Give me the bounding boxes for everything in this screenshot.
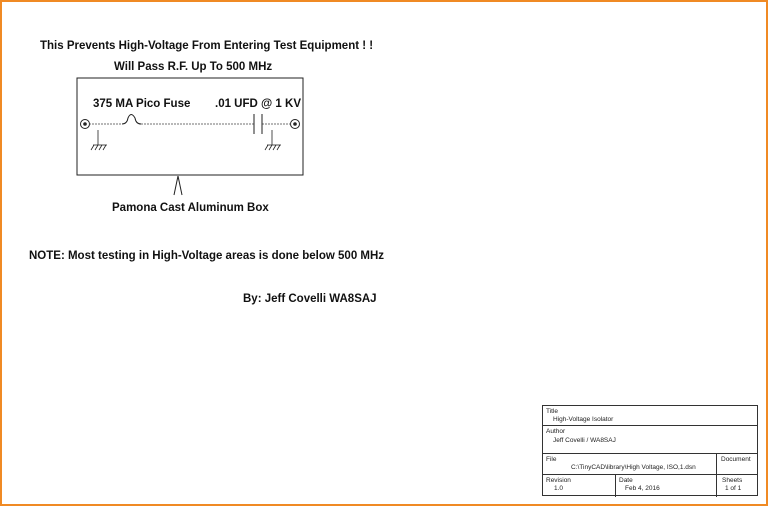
revision-value: 1.0 — [554, 485, 564, 492]
file-value: C:\TinyCAD\library\High Voltage, ISO,1.dsn — [571, 464, 696, 471]
title-block — [542, 405, 758, 496]
heading: This Prevents High-Voltage From Entering Test Equipment ! ! — [40, 40, 374, 52]
sheets-cell — [717, 475, 757, 497]
author-label: Author — [546, 428, 566, 435]
title-value: High-Voltage Isolator — [553, 416, 614, 423]
subheading: Will Pass R.F. Up To 500 MHz — [114, 61, 273, 73]
right-ground-icon — [265, 130, 281, 150]
box-label: Pamona Cast Aluminum Box — [112, 202, 269, 214]
signal-line — [89, 115, 291, 125]
title-label: Title — [546, 408, 559, 415]
sheets-label: Sheets — [722, 477, 743, 484]
fuse-icon — [122, 115, 141, 125]
file-row — [543, 454, 757, 475]
aluminum-box — [77, 78, 303, 175]
revision-label: Revision — [546, 477, 571, 484]
left-connector-icon — [81, 120, 90, 129]
date-value: Feb 4, 2016 — [625, 485, 660, 492]
box-pointer-arrow — [174, 176, 182, 195]
note-text: NOTE: Most testing in High-Voltage areas is done below 500 MHz — [29, 250, 385, 262]
title-row — [543, 406, 757, 426]
revision-cell — [543, 475, 616, 497]
document-cell — [717, 454, 757, 474]
left-ground-icon — [91, 130, 107, 150]
date-label: Date — [619, 477, 633, 484]
file-cell — [543, 454, 717, 474]
date-cell — [616, 475, 717, 497]
document-label: Document — [721, 456, 751, 463]
fuse-label: 375 MA Pico Fuse — [93, 98, 191, 110]
right-connector-icon — [291, 120, 300, 129]
file-label: File — [546, 456, 557, 463]
author-row — [543, 426, 757, 454]
byline: By: Jeff Covelli WA8SAJ — [243, 293, 377, 305]
revision-row — [543, 475, 757, 497]
capacitor-icon — [254, 114, 262, 134]
sheets-value: 1 of 1 — [725, 485, 742, 492]
author-value: Jeff Covelli / WA8SAJ — [553, 437, 616, 444]
capacitor-label: .01 UFD @ 1 KV — [215, 98, 301, 110]
